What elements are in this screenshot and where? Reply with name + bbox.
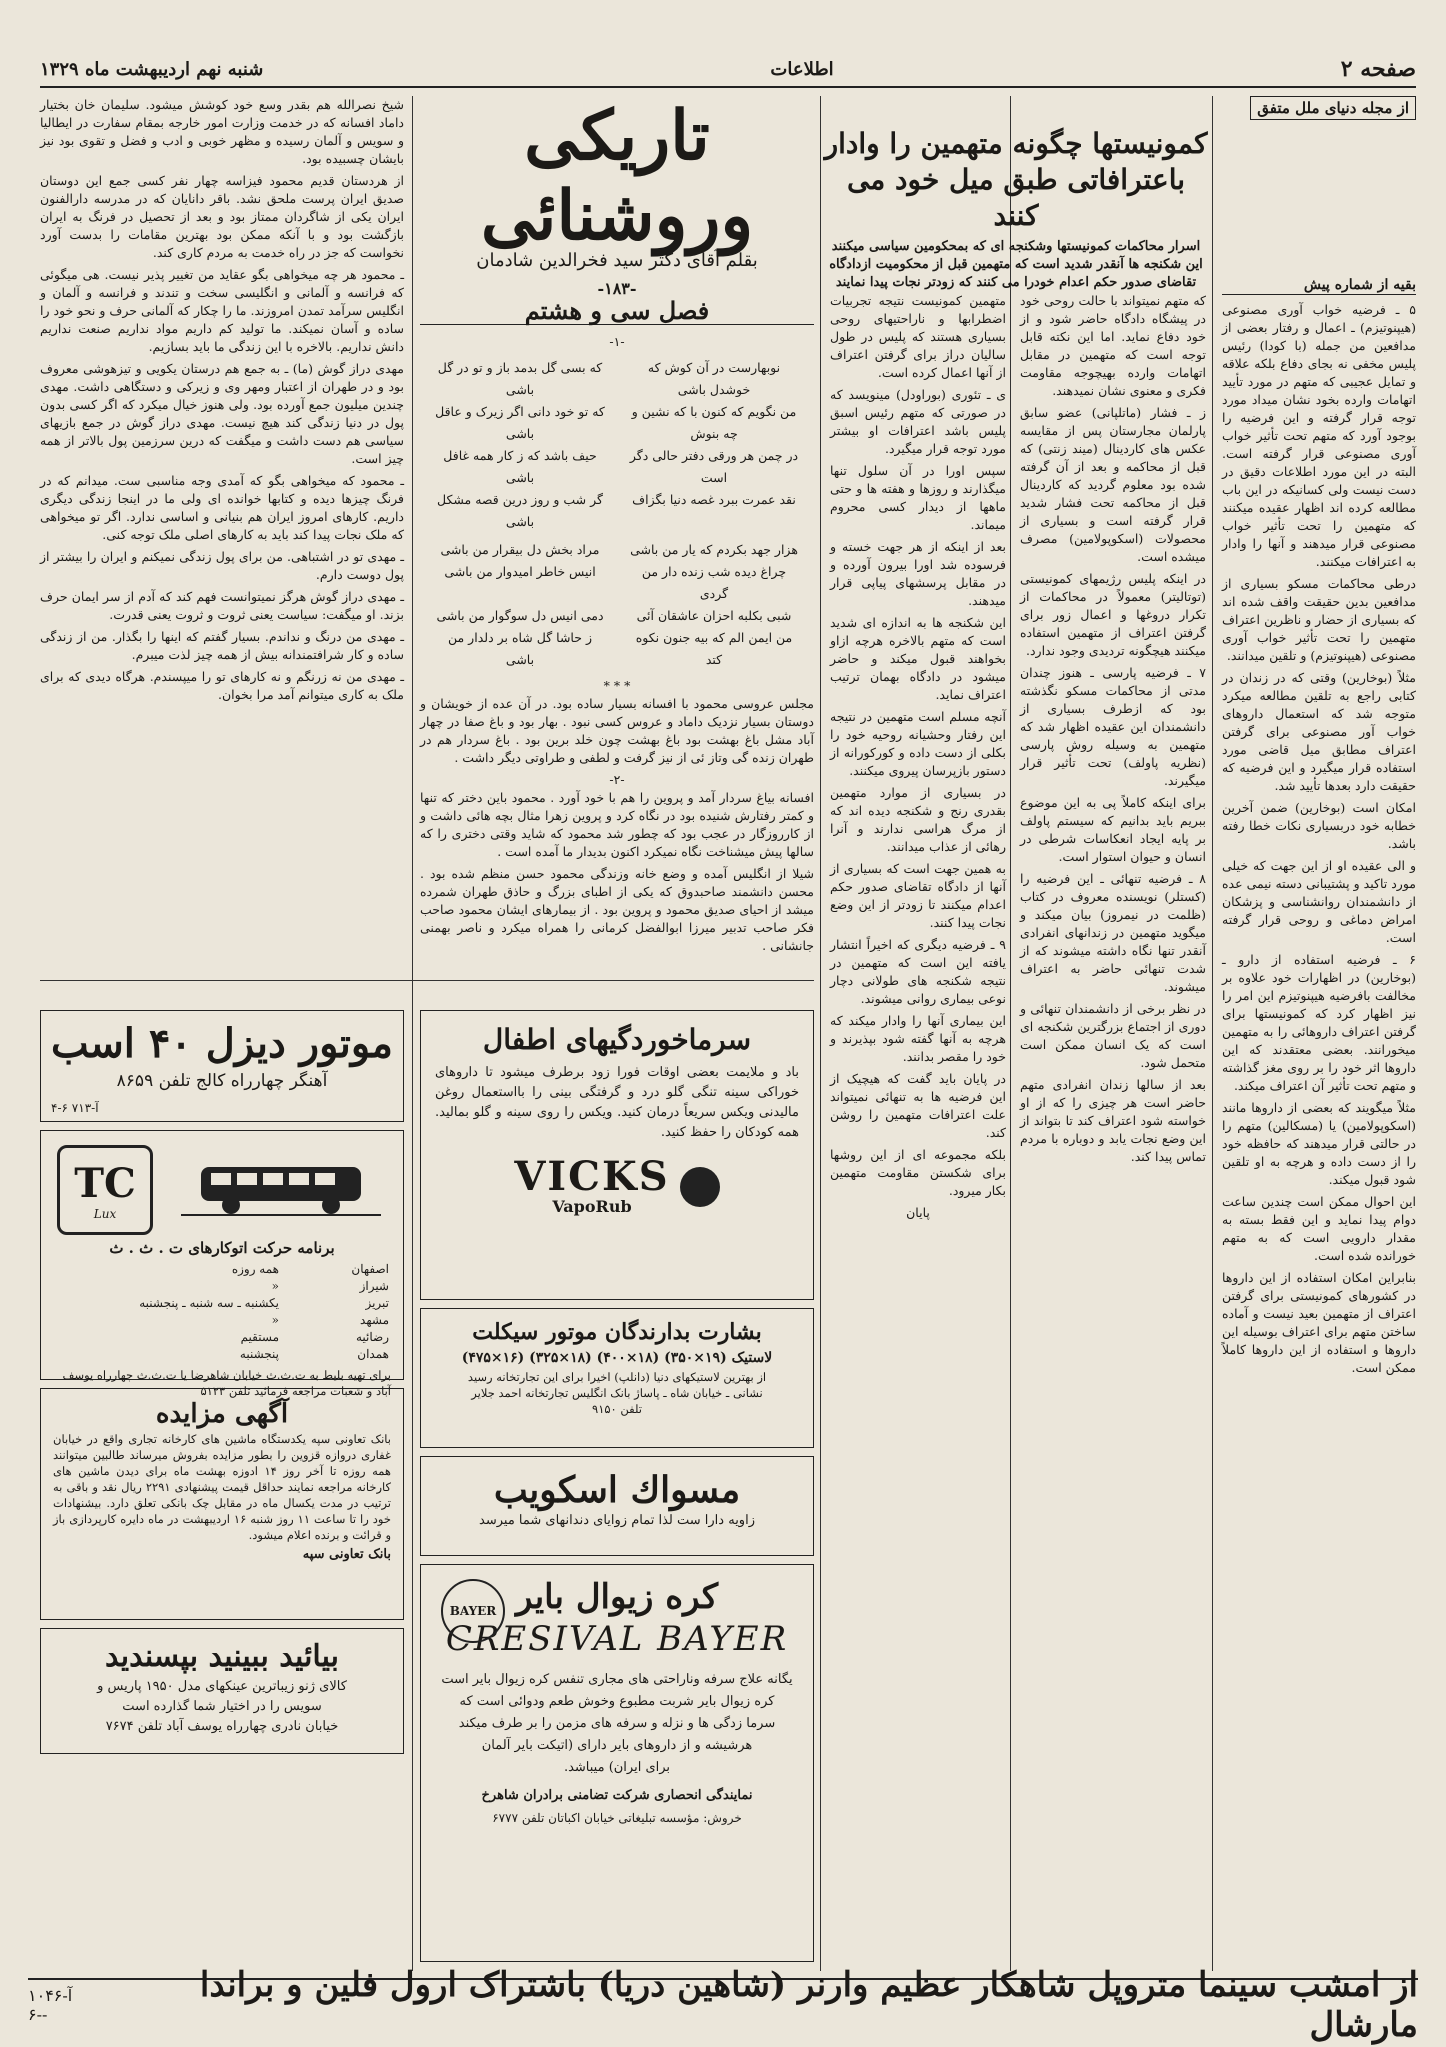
schedule-days: مستقیم <box>240 1330 279 1344</box>
vicks-title: سرماخوردگیهای اطفال <box>482 1023 752 1056</box>
ad-diesel-motor <box>40 1010 404 1122</box>
poem-line: شبی بکلبه احزان عاشقان آئی <box>636 608 792 623</box>
serial-number: -۱۸۳- <box>597 279 637 298</box>
poem-line: انیس خاطر امیدوار من باشی <box>444 564 596 579</box>
serial-title: تاریکی وروشنائی <box>480 96 754 256</box>
column-rule <box>412 96 413 1971</box>
schedule-note: برای تهیه بلیط به ت.ث.ث خیابان شاهرضا یا ت.ث.ث چهارراه یوسف آباد و شعبات مراجعه فرمائید تلفن ۵۱۲۳ <box>62 1368 391 1398</box>
tires-address: نشانی ـ خیابان شاه ـ پاساژ بانک انگلیس تجارتخانه احمد جلایر <box>471 1386 763 1400</box>
article-paragraph: این شکنجه ها به اندازه ای شدید است که متهم بالاخره هرچه ازاو بخواهند قبول میکند و حاضر میشود در دادگاه بهمان ترتیب اعتراف نماید. <box>830 615 1006 702</box>
schedule-city: مشهد <box>360 1313 389 1327</box>
poem-line: نقد عمرت ببرد غصه دنیا بگزاف <box>632 492 796 507</box>
story-paragraph: مهدی دراز گوش (ما) ـ به جمع هم درستان یکویی و تیزهوشی معروف بود و در طهران از اعتبار ومهر وی و زیرکی و دستگاهی داشت. مهدی چندین میلیون جمع آورده بود. ولی هنوز خیال میکرد که اگر کسی بدون پول در دنیا زندگی کند هیچ نیست. مهدی دراز گوش در جمع بازیهای سیاسی هم دست داشت و میگفت که درین سرزمین پول بالاتر از همه چیز است. <box>40 361 404 466</box>
bayer-logo-text: BAYER <box>449 1604 497 1618</box>
tires-line: از بهترین لاستیکهای دنیا (دانلپ) اخیرا برای این تجارتخانه رسید <box>467 1370 767 1384</box>
bayer-title: کره زیوال بایر <box>515 1577 719 1617</box>
column-rule <box>1212 96 1213 1971</box>
part-number: -۲- <box>609 772 625 787</box>
tires-sizes: لاستیک (۱۹×۳۵۰) (۱۸×۴۰۰) (۱۸×۳۲۵) (۱۶×۴۷۵) <box>461 1350 773 1366</box>
ad-auction <box>40 1388 404 1620</box>
poem-line: ز حاشا گل شاه بر دلدار من باشی <box>448 630 592 667</box>
article-paragraph: آنچه مسلم است متهمین در نتیجه این رفتار وحشیانه روحیه خود را بکلی از دست داده و کورکورانه از دستور بازپرسان پیروی میکنند. <box>830 709 1006 778</box>
article-paragraph: بلکه مجموعه ای از این روشها برای شکستن مقاومت متهمین بکار میرود. <box>830 1147 1006 1198</box>
eyeglasses-line: خیابان نادری چهارراه یوسف آباد تلفن ۷۶۷۴ <box>105 1719 339 1734</box>
article-subheadline: اسرار محاکمات کمونیستها وشکنجه ای که بمحکومین سیاسی میکنند این شکنجه ها آنقدر شدید است که متهمین قبل از محکومیت ازدادگاه تقاضای صدور حکم اعدام خودرا می کنند که زودتر نجات پیدا نمایند <box>829 239 1203 290</box>
poem-block <box>432 357 802 533</box>
schedule-city: رضائیه <box>355 1330 389 1344</box>
separator-stars: * * * <box>603 678 631 693</box>
bayer-line: نمایندگی انحصاری شرکت تضامنی برادران شاهرخ <box>481 1788 753 1803</box>
poem-line: دمی انیس دل سوگوار من باشی <box>436 608 604 623</box>
story-paragraph: شیخ نصرالله هم بقدر وسع خود کوشش میشود. سلیمان خان بختیار داماد افسانه که در خدمت وزارت امور خارجه بمقام سفارت در ایطالیا و سویس و آلمان رسیده و مظهر خوبی و ادب و فضل و تقوی بود نیز بایشان چسبیده بود. <box>40 97 404 166</box>
poem-line: که تو خود دانی اگر زیرک و عاقل باشی <box>435 404 605 441</box>
story-paragraph: ـ مهدی تو در اشتباهی. من برای پول زندگی نمیکنم و ایران را بیشتر از پول دوست دارم. <box>40 549 404 582</box>
ad-cresival-bayer <box>420 1564 814 1962</box>
issue-date: شنبه نهم اردیبهشت ماه ۱۳۲۹ <box>40 58 264 80</box>
story-paragraph: از هردستان قدیم محمود فیزاسه چهار نفر کسی جمع این دوستان صدیق ایران پرست ملحق نشد. باقر دانایان که در مدرسه دارالفنون ایران یکی از شاگردان ممتاز بود و بعد از تحصیل در فرنگ به ایران بازگشت بود و با آنکه ممکن بود بهترین مقامات را بدست آورد نخواست که جز در راه خدمت به مردم کاری کند. <box>40 173 404 260</box>
story-paragraph: مجلس عروسی محمود با افسانه بسیار ساده بود. در آن عده از خویشان و دوستان بسیار نزدیک داماد و عروس کسی نبود . بهار بود و باغ صفا در چهار آباد مشل باغ بهشت بود باغ بهشت چون خلد برین بود . باغ سردار هم در طهران زنده گی وتاز ئی از نیز گرفت و لطفی و طراوتی دیگر داشت . <box>420 696 814 765</box>
page-header <box>40 52 1416 88</box>
schedule-city: همدان <box>357 1347 389 1361</box>
page-label: صفحه ۲ <box>1340 56 1416 82</box>
schedule-title: برنامه حرکت اتوکارهای ت . ث . ث <box>109 1239 335 1257</box>
article-paragraph: به همین جهت است که بسیاری از آنها از دادگاه تقاضای صدور حکم اعدام میکنند تا زودتر از این وضع نجات پیدا کنند. <box>830 861 1006 930</box>
vicks-body: باد و ملایمت بعضی اوقات فورا زود برطرف میشود تا داروهای خوراکی سینه تنگی گلو درد و گرفتگی بینی را بااستعمال روغن مالیدنی ویکس سریعاً درمان کنید. ویکس را روی سینه و گلو بمالید. همه کودکان را حفظ کنید. <box>435 1065 799 1140</box>
schedule-days: پنجشنبه <box>239 1347 279 1361</box>
poem-line: چراغ دیده شب زنده دار من گردی <box>641 564 787 601</box>
article-paragraph: ۵ ـ فرضیه خواب آوری مصنوعی (هیپنوتیزم) ـ اعمال و رفتار بعضی از مدافعین من جمله (با کودا) رئیس پلیس مخفی نه بجای دفاع بلکه علاقه و تمایل عجیبی که متهم در مورد تأیید اتهامات وارده بخود نشان میداد مورد توجه قرار گرفته و این فرضیه را بوجود آورد که متهم تحت تأثیر خواب آوری مصنوعی قرار گرفته است. البته در این مورد اطلاعات دقیق در دست نیست ولی کسانیکه در این باب مطالعه کرده اند اظهار عقیده میکنند که متهمین را تحت تأثیر خواب مصنوعی قرار میدهند و آنها را وادار به اعترافات میکنند. <box>1222 302 1416 569</box>
story-paragraph: ـ محمود که میخواهی بگو که آمدی وجه مناسبی ست. میدانم که در فرنگ چیزها دیده و کتابها خوانده ای ولی ما در اینجا زندگی دیگری داریم. کارهای امروز ایران هم بنیانی و اساسی ندارد. اگر تو میخواهی که ملک نجات پیدا کند باید به کارهای اصلی ملک توجه کنی. <box>40 473 404 542</box>
article-paragraph: بنابراین امکان استفاده از این داروها در کشورهای کمونیستی برای گرفتن اعتراف از متهمین بعید نیست و آماده ساختن متهم برای اعتراف بوسیله این داروها و استفاده از این داروها کاملاً ممکن است. <box>1222 1270 1416 1375</box>
ad-title: موتور دیزل ۴۰ اسب <box>51 1020 393 1067</box>
auction-title: آگهی مزایده <box>155 1399 289 1429</box>
ad-motorcycle-tires <box>420 1308 814 1448</box>
column-article-continued <box>1222 96 1416 1966</box>
footer-code: آ-۱۰۴۶ -۶- <box>28 1986 73 2024</box>
story-paragraph: ـ محمود هر چه میخواهی بگو عقاید من تغییر پذیر نیست. هی میگوئی که فرانسه و آلمانی و انگلیسی سخت و تندند و فرانسه و آلمان و انگلیس سرآمد تمدن امروزند. ما را چکار که آلمانی حرف و نحو خود را ساده و آسان نمیکند. ما تولید کم داریم مواد نداریم صنعت نداریم دانش نداریم. بالاخره با این زندگی ما باید بسازیم. <box>40 267 404 354</box>
ad-eyeglasses <box>40 1628 404 1754</box>
ad-vicks <box>420 1010 814 1300</box>
article-paragraph: درطی محاکمات مسکو بسیاری از مدافعین بدین حقیقت واقف شده اند که بسیاری از حضار و ناظرین اعتراف متهمین را تحت تأثیر خواب آوری مصنوعی (هیپنوتیزم) و تلقین میدانند. <box>1222 576 1416 663</box>
bayer-line: برای ایران) میباشد. <box>563 1760 671 1775</box>
story-paragraph: ـ مهدی دراز گوش هرگز نمیتوانست فهم کند که آدم از سر ایمان حرف بزند. او میگفت: سیاست یعنی ثروت و ثروت یعنی قدرت. <box>40 589 404 622</box>
vicks-brand <box>435 1153 799 1216</box>
vicks-logo-sub: VapoRub <box>552 1197 632 1216</box>
eyeglasses-line: سویس را در اختیار شما گذارده است <box>122 1699 322 1714</box>
article-paragraph: مثلاً میگویند که بعضی از داروها مانند (اسکوپولامین) یا (مسکالین) متهم را در حالتی قرار میدهند که حافظه خود را از دست داده و هرچه به او تلقین شود قبول میکند. <box>1222 1100 1416 1187</box>
schedule-days: همه روزه <box>231 1262 279 1276</box>
article-end: پایان <box>906 1205 930 1220</box>
article-paragraph: برای اینکه کاملاً پی به این موضوع ببریم باید بدانیم که سیستم پاولف بر پایه ایجاد انعکاسات شرطی در انسان و حیوان استوار است. <box>1020 795 1206 864</box>
squibb-sub: زاویه دارا ست لذا تمام زوایای دندانهای شما میرسد <box>479 1513 755 1528</box>
article-paragraph: در بسیاری از موارد متهمین بقدری رنج و شکنجه دیده اند که از مرگ هراسی ندارند و آنرا رهائی از عذاب میدانند. <box>830 785 1006 854</box>
bus-icon <box>181 1153 381 1223</box>
poem-line: در چمن هر ورقی دفتر حالی دگر است <box>629 448 799 485</box>
ad-bus-schedule <box>40 1130 404 1398</box>
eyeglasses-line: کالای ژنو زیباترین عینکهای مدل ۱۹۵۰ پاریس و <box>97 1679 347 1694</box>
poem-line: من ایمن الم که بیه جنون نکوه کتد <box>635 630 793 667</box>
poem-block <box>432 539 802 671</box>
poem-line: نوبهارست در آن کوش که خوشدل باشی <box>647 360 781 397</box>
article-headline: کمونیستها چگونه متهمین را وادار باعترافاتی طبق میل خود می کنند <box>824 127 1208 232</box>
schedule-city: تبریز <box>365 1296 389 1310</box>
schedule-days: « <box>271 1313 279 1327</box>
schedule-city: شیراز <box>359 1279 389 1293</box>
bayer-line: کره زیوال بایر شربت مطبوع وخوش طعم ودوائی است که <box>459 1694 775 1709</box>
story-paragraph: افسانه بیاغ سردار آمد و پروین را هم با خود آورد . محمود باین دختر که تنها و کمتر رفتارش شنیده بود در نگاه کرد و پروین زهرا مثال بچه هائی داشت و از کارروزگار در عجب بود که چطور شد محمود که شاید وقتی دختری را که سالها پیش میشناخت نگاه نمیکرد اکنون بدیدار ما آمده است . <box>420 790 814 859</box>
column-article-2 <box>1020 292 1206 1966</box>
ad-address: آهنگر چهارراه کالج تلفن ۸۶۵۹ <box>116 1071 328 1091</box>
section-rule <box>40 980 814 981</box>
bayer-line: خروش: مؤسسه تبلیغاتی خیابان اکباتان تلفن ۶۷۷۷ <box>492 1811 742 1825</box>
bayer-latin-title: CRESIVAL BAYER <box>445 1619 789 1659</box>
poem-line: مراد بخش دل بیقرار من باشی <box>440 542 600 557</box>
story-paragraph: ـ مهدی من درنگ و نداندم. بسیار گفتم که اینها را بگذار. من از زندگی ساده و کار شرافتمندانه بیش از همه چیز لذت میبرم. <box>40 629 404 662</box>
article-paragraph: ۷ ـ فرضیه پارسی ـ هنوز چندان مدتی از محاکمات مسکو نگذشته بود که ازطرف بسیاری از دانشمندان این عقیده اظهار شد که متهمین به وسیله روش پارسی (نظریه پاولف) تحت تأثیر قرار میگیرند. <box>1020 665 1206 788</box>
continued-label: بقیه از شماره پیش <box>1222 276 1416 295</box>
poem-line: که بسی گل بدمد باز و تو در گل باشی <box>437 360 603 397</box>
squibb-title: مسواك اسكويب <box>493 1469 741 1511</box>
tires-phone: تلفن ۹۱۵۰ <box>592 1402 642 1416</box>
article-paragraph: در پایان باید گفت که هیچیک از این فرضیه ها به تنهائی نمیتواند علت اعترافات متهمین را روشن کند. <box>830 1071 1006 1140</box>
bayer-line: هرشیشه و از داروهای بایر دارای (اتیکت بایر آلمان <box>481 1738 753 1753</box>
article-paragraph: این احوال ممکن است چندین ساعت دوام پیدا نماید و این فقط بسته به مقدار دارویی است که به متهم خورانده شده است. <box>1222 1194 1416 1263</box>
eyeglasses-title: بیائید ببینید بپسندید <box>105 1639 339 1674</box>
story-paragraph: ـ مهدی من نه زرنگم و نه کارهای تو را میپسندم. هرگاه دیدی که برای ملک به کاری میتوانم آمد مرا بخوان. <box>40 669 404 702</box>
article-headline-block <box>822 126 1210 292</box>
schedule-table <box>55 1261 389 1363</box>
article-paragraph: در نظر برخی از دانشمندان تنهائی و دوری از اجتماع بزرگترین شکنجه ای است که یک انسان ممکن است متحمل شود. <box>1020 1001 1206 1070</box>
auction-body: بانک تعاونی سپه یکدستگاه ماشین های کارخانه تجاری واقع در خیابان غفاری دروازه قزوین را بطور مزایده بفروش میرساند طالبین میتوانند همه روزه تا آخر روز ۱۴ ادوزه بهشت ماه برای دیدن ماشین های کارخانه مراجعه نمایند حداقل قیمت پیشنهادی ۲۲۹۱ ریال نقد و باقی به ترتیب در مدت یکسال ماه در مقابل چک بانکی تعلق دارد. بیشنهادات خود را تا ساعت ۱۱ روز شنبه ۱۶ اردیبهشت در ماه دایره کارپردازی باز و قرائت و برنده اعلام میشود. <box>53 1432 392 1542</box>
bayer-line: یگانه علاج سرفه وناراحتی های مجاری تنفس کره زیوال بایر است <box>441 1672 793 1687</box>
page-footer-ad <box>28 1965 1418 2045</box>
serial-byline: بقلم آقای دکتر سید فخرالدین شادمان <box>476 250 758 271</box>
paper-name: اطلاعات <box>770 58 834 80</box>
poem-line: گر شب و روز درین قصه مشکل باشی <box>437 492 603 529</box>
article-paragraph: ۹ ـ فرضیه دیگری که اخیراً انتشار یافته این است که متهمین در نتیجه شکنجه های طولانی دچار نوعی بیماری روانی میشوند. <box>830 937 1006 1006</box>
article-paragraph: در اینکه پلیس رژیمهای کمونیستی (توتالیتر) معمولاً در محاکمات از تکرار دروغها و اعمال زور برای گرفتن اعتراف از متهمین استفاده میکنند هیچگونه تردیدی وجود ندارد. <box>1020 571 1206 658</box>
column-rule <box>820 96 821 1971</box>
tbt-logo-text: TC <box>74 1159 136 1207</box>
serial-story-continued <box>40 96 404 976</box>
poem-line: من نگویم که کنون با که نشین و چه بنوش <box>631 404 797 441</box>
article-paragraph: ز ـ فشار (ماتلپانی) عضو سابق پارلمان مجارستان پس از مقایسه عکس های کاردینال (میند زنتی) که قبل از محاکمه و بعد از آن گرفته شده بود معلوم گردید که کاردینال قبل از محاکمه تحت فشار شدید قرار گرفته است و بسیاری از محصولات (اسکوپولامین) مصرف میشده است. <box>1020 405 1206 564</box>
story-paragraph: شیلا از انگلیس آمده و وضع خانه وزندگی محمود حسن منظم شده بود . محسن دانشمند صاحبدوق که یکی از اطبای بزرگ و حاذق طهران شمرده میشد از احیای صدیق محمود و پروین بود . از بیمارهای ایشان محمود صاحب فکر صاحب تدبیر میرزا ابوالفضل کرمانی را همراه میکرد و ناصر بهمنی جانشانی . <box>420 866 814 953</box>
auction-sign: بانک تعاونی سپه <box>302 1547 391 1562</box>
tbt-logo <box>57 1145 153 1235</box>
column-rule <box>1010 96 1011 1971</box>
ad-code: آ-۷۱۳ ۶-۴ <box>51 1101 99 1115</box>
tbt-logo-sub: Lux <box>93 1206 117 1221</box>
child-figure-icon <box>680 1167 720 1207</box>
article-paragraph: بعد از اینکه از هر جهت خسته و فرسوده شد اورا بیرون آورده و در مقابل پرسشهای پیاپی قرار میدهند. <box>830 539 1006 608</box>
chapter-title: فصل سی و هشتم <box>420 302 814 325</box>
article-paragraph: ۶ ـ فرضیه استفاده از دارو ـ (بوخارین) در اظهارات خود علاوه بر مخالفت بافرضیه هیپنوتیزم این امر را نیز اظهار کرد که کمونیستها برای گرفتن اعتراف داروهائی را به متهمین میخورانند. بعضی معتقدند که این داروها اثر خود را بر روی مغز گذاشته و متهم تحت تأثیر آن اعتراف میکند. <box>1222 952 1416 1093</box>
article-paragraph: سپس اورا در آن سلول تنها میگذارند و روزها و هفته ها و حتی ماهها از دیدار کسی محروم میماند. <box>830 463 1006 532</box>
article-paragraph: مثلاً (بوخارین) وقتی که در زندان در کتابی راجع به تلقین مطالعه میکرد متوجه شد که استعمال داروهای خواب آور مصنوعی برای گرفتن اعتراف مطابق میل قاضی مورد استفاده قرار میگیرد و این فرضیه که حقیقت دارد بعدها تأیید شد. <box>1222 670 1416 793</box>
bayer-line: سرما زدگی ها و نزله و سرفه های مزمن را بر طرف میکند <box>458 1716 776 1731</box>
article-paragraph: ی ـ تئوری (بوراودل) مینویسد که در صورتی که متهم رئیس اسبق پلیس باشد اعترافات او بیشتر مورد توجه قرار میگیرد. <box>830 387 1006 456</box>
article-paragraph: متهمین کمونیست نتیجه تجربیات اضطرابها و ناراحتیهای روحی بسیاری هستند که پلیس در طول سالیان دراز برای گرفتن اعتراف از آنها اعمال کرده است. <box>830 293 1006 380</box>
bayer-cross-logo <box>441 1579 505 1643</box>
poem-line: حیف باشد که ز کار همه غافل باشی <box>443 448 597 485</box>
article-paragraph: که متهم نمیتواند با حالت روحی خود در پیشگاه دادگاه حاضر شود و از خود دفاع نماید. اما این نکته قابل توجه است که متهمین در مقابل اتهامات وارده بهیچوجه مقاومت فکری و معنوی نشان نمیدهند. <box>1020 293 1206 398</box>
vicks-logo: VICKS <box>514 1153 670 1200</box>
article-paragraph: و الی عقیده او از این جهت که خیلی مورد تاکید و پشتیبانی دسته نیمی عده از دانشمندان روانشناسی و پزشکان امراض دماغی و روحی قرار گرفته است. <box>1222 858 1416 945</box>
article-paragraph: ۸ ـ فرضیه تنهائی ـ این فرضیه را (کستلر) نویسنده معروف در کتاب (ظلمت در نیمروز) بیان میکند و میگوید متهمین در زندانهای انفرادی آنقدر تنها نگاه داشته میشوند که از شدت تنهائی حاضر به اعتراف میشوند. <box>1020 871 1206 994</box>
serial-story <box>420 96 814 976</box>
part-number: -۱- <box>609 334 625 349</box>
schedule-days: « <box>271 1279 279 1293</box>
section-title: از مجله دنیای ملل متفق <box>1250 96 1416 120</box>
footer-cinema-ad: از امشب سینما متروپل شاهکار عظیم وارنر (شاهین دریا) باشتراک ارول فلین و براندا مارشال <box>199 1965 1418 2045</box>
ad-squibb-toothbrush <box>420 1456 814 1556</box>
article-paragraph: امکان است (بوخارین) ضمن آخرین خطابه خود دربسیاری نکات خطا رفته باشد. <box>1222 800 1416 851</box>
article-paragraph: این بیماری آنها را وادار میکند که هرچه به آنها گفته شود بپذیرند و خود را مقصر بدانند. <box>830 1013 1006 1064</box>
schedule-city: اصفهان <box>351 1262 389 1276</box>
tires-title: بشارت بدارندگان موتور سیکلت <box>472 1319 762 1345</box>
poem-line: هزار جهد بکردم که یار من باشی <box>630 542 798 557</box>
schedule-days: یکشنبه ـ سه شنبه ـ پنجشنبه <box>139 1296 279 1310</box>
column-article-3 <box>830 292 1006 1966</box>
article-paragraph: بعد از سالها زندان انفرادی متهم حاضر است هر چیزی را که از او خواسته شود اعتراف کند تا بتواند از این وضع نجات یابد و دوباره با مردم تماس پیدا کند. <box>1020 1077 1206 1164</box>
